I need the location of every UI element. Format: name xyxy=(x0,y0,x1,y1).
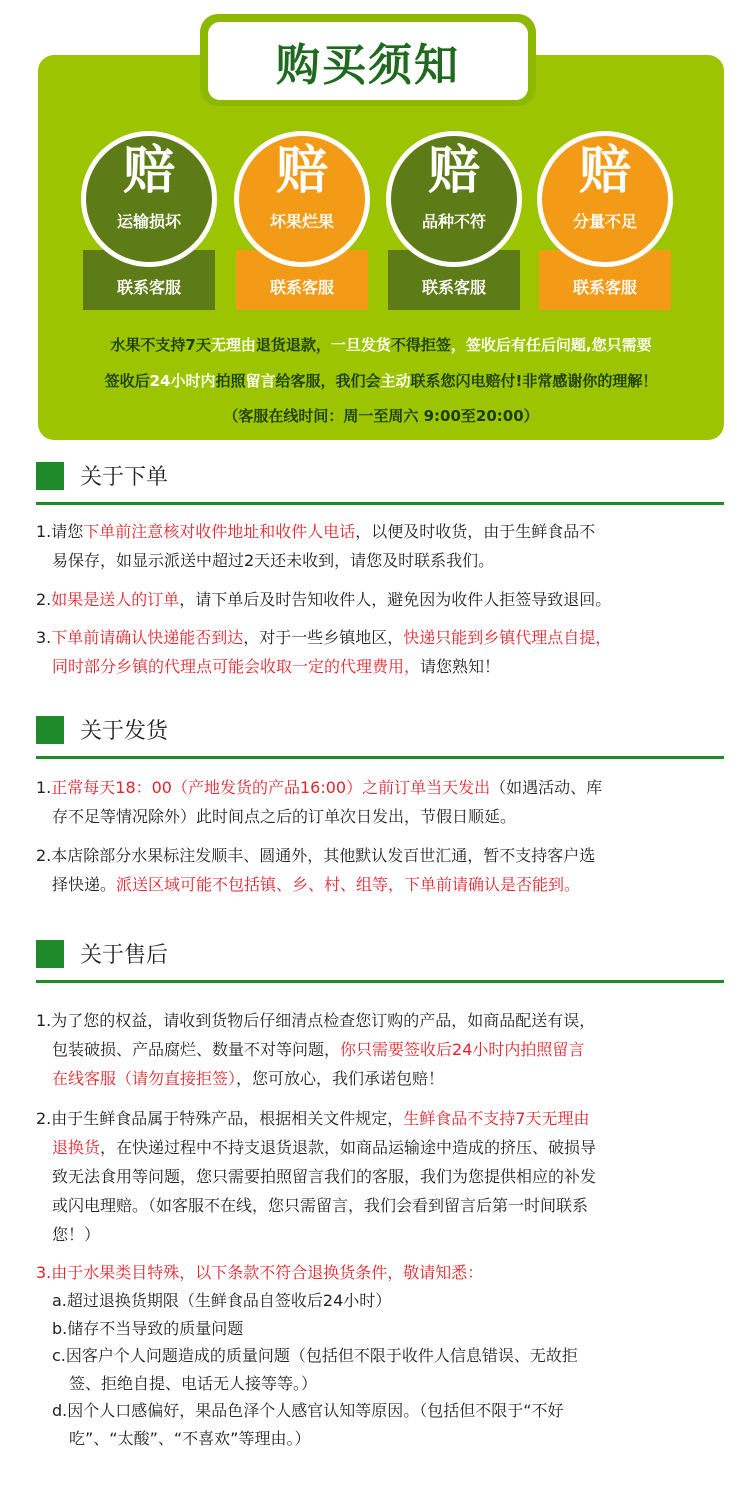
item-text: 1. xyxy=(36,778,52,797)
condition-a xyxy=(52,1287,712,1315)
badge-reason: 坏果烂果 xyxy=(269,212,334,231)
section-title: 关于售后 xyxy=(80,943,169,968)
badge-transport-damage xyxy=(83,125,215,310)
badge-contact-service: 联系客服 xyxy=(269,278,334,297)
section-marker-icon xyxy=(36,716,64,744)
item-text: 或闪电理赔。（如客服不在线，您只需留言，我们会看到留言后第一时间联系 xyxy=(52,1196,589,1215)
badge-rotten-fruit xyxy=(236,125,368,310)
item-text: ，以便及时收货，由于生鲜食品不 xyxy=(355,522,596,541)
condition-b xyxy=(52,1315,712,1343)
item-warning: 同时部分乡镇的代理点可能会收取一定的代理费用， xyxy=(52,657,421,676)
notice-text: 签收后 xyxy=(104,372,150,390)
item-text: d.因个人口感偏好，果品色泽个人感官认知等原因。（包括但不限于“不好 xyxy=(52,1401,564,1420)
badge-reason: 品种不符 xyxy=(421,212,486,231)
item-warning: 退换货 xyxy=(52,1138,101,1157)
condition-d xyxy=(52,1397,712,1453)
notice-text: 联系您闪电赔付!非常感谢你的理解！ xyxy=(410,372,658,390)
item-text: 您！） xyxy=(52,1225,101,1244)
item-text: a.超过退换货期限（生鲜食品自签收后24小时） xyxy=(52,1291,392,1310)
section-divider xyxy=(36,756,724,759)
section-marker-icon xyxy=(36,940,64,968)
badge-wrong-variety xyxy=(388,125,520,310)
item-text: b.储存不当导致的质量问题 xyxy=(52,1319,244,1338)
section-title: 关于发货 xyxy=(80,719,169,744)
item-text: 请您熟知！ xyxy=(420,657,501,676)
shipping-item-1 xyxy=(36,773,716,831)
item-warning: 下单前请确认快递能否到达 xyxy=(51,628,244,647)
item-text: 签、拒绝自提、电话无人接等等。） xyxy=(69,1374,318,1393)
item-warning: 如果是送人的订单 xyxy=(51,590,180,609)
item-text: ，您可放心，我们承诺包赔！ xyxy=(236,1069,445,1088)
badge-big-char: 赔 xyxy=(578,141,631,201)
notice-highlight: 主动 xyxy=(380,372,411,390)
item-text: 存不足等情况除外）此时间点之后的订单次日发出，节假日顺延。 xyxy=(52,807,517,826)
item-text: 3. xyxy=(36,628,52,647)
notice-highlight: ，签收后有任后问题,您只需要 xyxy=(450,336,652,354)
condition-c xyxy=(52,1342,712,1398)
item-warning: 正常每天18：00（产地发货的产品16:00）之前订单当天发出 xyxy=(51,778,491,797)
service-hours: （客服在线时间：周一至周六 9:00至20:00） xyxy=(223,407,539,425)
badge-short-weight xyxy=(539,125,671,310)
item-text: 1.为了您的权益，请收到货物后仔细清点检查您订购的产品，如商品配送有误， xyxy=(36,1011,596,1030)
notice-highlight: 留言 xyxy=(245,372,276,390)
item-text: ，在快递过程中不持支退货退款，如商品运输途中造成的挤压、破损导 xyxy=(100,1138,597,1157)
item-text: 包装破损、产品腐烂、数量不对等问题， xyxy=(52,1040,341,1059)
section-header-order xyxy=(36,458,724,494)
badge-reason: 运输损坏 xyxy=(116,212,181,231)
item-text: 易保存，如显示派送中超过2天还未收到，请您及时联系我们。 xyxy=(52,551,495,570)
item-text: 2. xyxy=(36,590,52,609)
item-text: 致无法食用等问题，您只需要拍照留言我们的客服，我们为您提供相应的补发 xyxy=(52,1167,597,1186)
item-warning: 快递只能到乡镇代理点自提， xyxy=(403,628,612,647)
item-warning: 派送区域可能不包括镇、乡、村、组等，下单前请确认是否能到。 xyxy=(116,875,581,894)
item-text: 吃”、“太酸”、“不喜欢”等理由。） xyxy=(69,1429,311,1448)
section-header-aftersale xyxy=(36,936,724,972)
section-divider xyxy=(36,980,724,983)
badge-big-char: 赔 xyxy=(275,141,328,201)
notice-text: 不得拒签 xyxy=(390,336,451,354)
item-text: 择快递。 xyxy=(52,875,117,894)
notice-text: 给客服，我们会 xyxy=(275,372,381,390)
title-box xyxy=(208,22,528,100)
notice-line-2 xyxy=(38,370,724,391)
aftersale-item-3-heading: 3.由于水果类目特殊，以下条款不符合退换货条件，敬请知悉： xyxy=(36,1263,484,1282)
item-text: ，对于一些乡镇地区， xyxy=(243,628,404,647)
item-text: 1.请您 xyxy=(36,522,84,541)
order-item-2 xyxy=(36,585,716,614)
item-text: 2.由于生鲜食品属于特殊产品，根据相关文件规定， xyxy=(36,1109,404,1128)
compensation-badges xyxy=(83,125,673,310)
order-item-1 xyxy=(36,517,716,575)
item-text: c.因客户个人问题造成的质量问题（包括但不限于收件人信息错误、无故拒 xyxy=(52,1346,578,1365)
notice-highlight: 24小时内 xyxy=(149,372,216,390)
notice-line-1 xyxy=(38,334,724,355)
notice-text: 水果不支持7天 xyxy=(110,336,211,354)
page-title: 购买须知 xyxy=(276,40,460,91)
notice-highlight: 一旦发货 xyxy=(330,336,391,354)
badge-big-char: 赔 xyxy=(122,141,175,201)
notice-text: 退货退款， xyxy=(255,336,331,354)
badge-contact-service: 联系客服 xyxy=(116,278,181,297)
badge-contact-service: 联系客服 xyxy=(421,278,486,297)
item-text: 2.本店除部分水果标注发顺丰、圆通外，其他默认发百世汇通，暂不支持客户选 xyxy=(36,846,596,865)
shipping-item-2 xyxy=(36,841,716,899)
item-warning: 生鲜食品不支持7天无理由 xyxy=(403,1109,590,1128)
notice-highlight: 无理由 xyxy=(210,336,256,354)
section-header-shipping xyxy=(36,712,724,748)
item-warning: 下单前注意核对收件地址和收件人电话 xyxy=(83,522,356,541)
item-text: （如遇活动、库 xyxy=(490,778,603,797)
section-title: 关于下单 xyxy=(80,465,169,490)
section-marker-icon xyxy=(36,462,64,490)
item-warning: 在线客服（请勿直接拒签） xyxy=(52,1069,237,1088)
badge-reason: 分量不足 xyxy=(572,212,637,231)
item-text: ，请下单后及时告知收件人，避免因为收件人拒签导致退回。 xyxy=(179,590,612,609)
section-divider xyxy=(36,502,724,505)
notice-text: 拍照 xyxy=(215,372,246,390)
badge-big-char: 赔 xyxy=(427,141,480,201)
aftersale-item-2 xyxy=(36,1104,716,1249)
aftersale-item-1 xyxy=(36,1006,716,1093)
item-warning: 你只需要签收后24小时内拍照留言 xyxy=(340,1040,585,1059)
order-item-3 xyxy=(36,623,716,681)
badge-contact-service: 联系客服 xyxy=(572,278,637,297)
